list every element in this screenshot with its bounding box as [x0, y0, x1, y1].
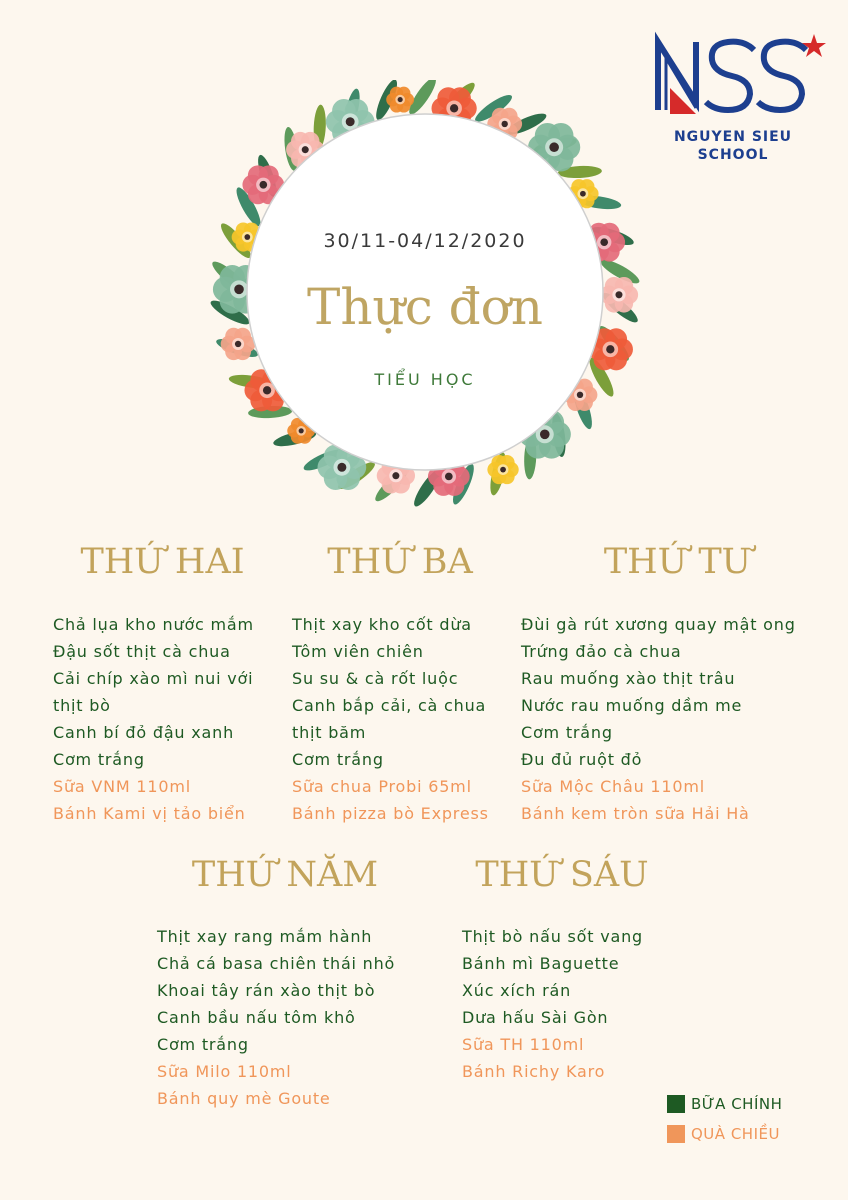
menu-item: thịt bò — [53, 696, 111, 715]
menu-item: Cải chíp xào mì nui với — [53, 669, 254, 688]
menu-item: Cơm trắng — [292, 750, 384, 769]
menu-item: Cơm trắng — [521, 723, 613, 742]
menu-list-monday — [53, 611, 254, 827]
legend-snack — [667, 1125, 782, 1143]
school-name — [648, 128, 818, 164]
menu-item: Xúc xích rán — [462, 981, 572, 1000]
page-title: Thực đơn — [307, 278, 543, 336]
menu-item-snack: Bánh kem tròn sữa Hải Hà — [521, 804, 750, 823]
menu-item: Khoai tây rán xào thịt bò — [157, 981, 376, 1000]
menu-item-snack: Bánh Kami vị tảo biển — [53, 804, 246, 823]
legend — [667, 1095, 782, 1143]
menu-item: Thịt xay kho cốt dừa — [292, 615, 472, 634]
legend-snack-label: QUÀ CHIỀU — [691, 1125, 780, 1143]
menu-item: Su su & cà rốt luộc — [292, 669, 459, 688]
menu-list-thursday — [157, 923, 395, 1112]
menu-item: thịt băm — [292, 723, 367, 742]
menu-item: Tôm viên chiên — [292, 642, 424, 661]
menu-item-snack: Sữa VNM 110ml — [53, 777, 191, 796]
menu-item-snack: Bánh pizza bò Express — [292, 804, 489, 823]
menu-list-wednesday — [521, 611, 796, 827]
day-heading-friday: THỨ SÁU — [475, 855, 649, 895]
page-subtitle: TIỂU HỌC — [374, 370, 476, 389]
menu-item: Đùi gà rút xương quay mật ong — [521, 615, 796, 634]
menu-item-snack: Sữa Milo 110ml — [157, 1062, 292, 1081]
menu-item-snack: Bánh Richy Karo — [462, 1062, 606, 1081]
day-heading-wednesday: THỨ TƯ — [603, 542, 752, 582]
legend-main-label: BỮA CHÍNH — [691, 1095, 783, 1113]
menu-item: Cơm trắng — [157, 1035, 249, 1054]
menu-item: Chả lụa kho nước mắm — [53, 615, 254, 634]
menu-item: Đu đủ ruột đỏ — [521, 750, 643, 769]
day-heading-tuesday: THỨ BA — [327, 542, 473, 582]
legend-main-swatch — [667, 1095, 685, 1113]
menu-item: Bánh mì Baguette — [462, 954, 620, 973]
legend-main — [667, 1095, 782, 1113]
legend-snack-swatch — [667, 1125, 685, 1143]
menu-item: Đậu sốt thịt cà chua — [53, 642, 231, 661]
menu-item-snack: Sữa chua Probi 65ml — [292, 777, 472, 796]
menu-item: Thịt bò nấu sốt vang — [462, 927, 643, 946]
menu-item: Canh bí đỏ đậu xanh — [53, 723, 235, 742]
logo-star-icon — [802, 34, 826, 57]
menu-item: Trứng đảo cà chua — [521, 642, 682, 661]
menu-item-snack: Sữa Mộc Châu 110ml — [521, 777, 705, 796]
menu-item: Rau muống xào thịt trâu — [521, 669, 736, 688]
day-heading-monday: THỨ HAI — [80, 542, 245, 582]
day-heading-thursday: THỨ NĂM — [191, 855, 379, 895]
menu-item: Chả cá basa chiên thái nhỏ — [157, 954, 396, 973]
menu-item-snack: Bánh quy mè Goute — [157, 1089, 331, 1108]
menu-item: Cơm trắng — [53, 750, 145, 769]
menu-item: Canh bầu nấu tôm khô — [157, 1008, 356, 1027]
menu-list-tuesday — [292, 611, 489, 827]
menu-list-friday — [462, 923, 643, 1085]
menu-item: Canh bắp cải, cà chua — [292, 696, 487, 715]
menu-item: Dưa hấu Sài Gòn — [462, 1008, 609, 1027]
menu-item-snack: Sữa TH 110ml — [462, 1035, 585, 1054]
date-range: 30/11-04/12/2020 — [323, 230, 527, 252]
school-name-line2: SCHOOL — [697, 147, 769, 163]
menu-item: Thịt xay rang mắm hành — [157, 927, 373, 946]
school-name-line1: NGUYEN SIEU — [673, 129, 793, 145]
menu-item: Nước rau muống dầm me — [521, 696, 743, 715]
